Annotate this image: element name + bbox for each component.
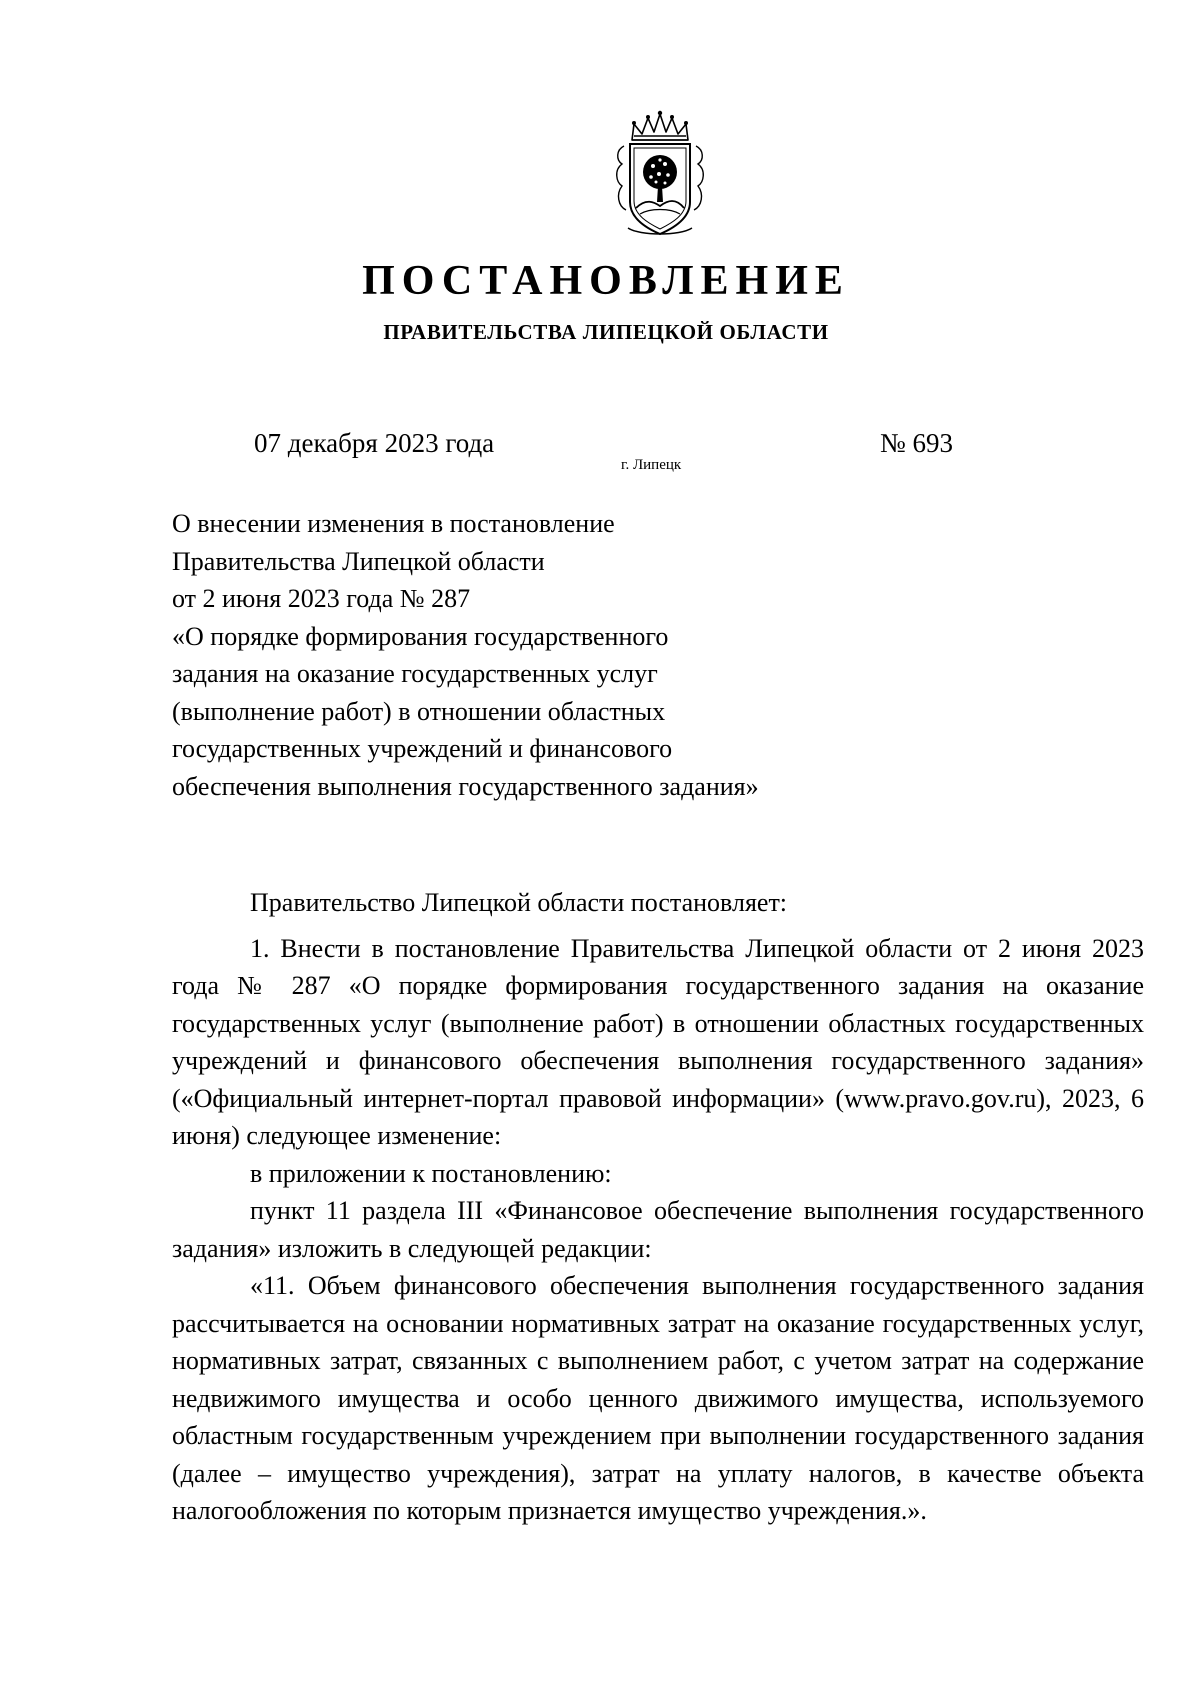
document-issuer: ПРАВИТЕЛЬСТВА ЛИПЕЦКОЙ ОБЛАСТИ bbox=[383, 320, 829, 344]
document-type-title: ПОСТАНОВЛЕНИЕ bbox=[362, 258, 850, 304]
document-number: № 693 bbox=[880, 428, 954, 458]
coat-of-arms-emblem bbox=[610, 110, 710, 240]
subject-line: Правительства Липецкой области bbox=[172, 546, 545, 576]
subject-line: государственных учреждений и финансового bbox=[172, 734, 673, 763]
body-paragraph-clause: пункт 11 раздела III «Финансовое обеспечение выполнения государственного задания» изложить в следующей редакции: bbox=[172, 1196, 1144, 1263]
document-body bbox=[172, 884, 1144, 1530]
subject-line: обеспечения выполнения государственного задания» bbox=[172, 771, 759, 801]
document-subject bbox=[172, 505, 872, 805]
body-paragraph-item-1: 1. Внести в постановление Правительства Липецкой области от 2 июня 2023 года № 287 «О порядке формирования государственного задания на оказание государственных услуг (выполнение работ) в отношении областных государственных учреждений и финансового обеспечения выполнения государственного задания» («Официальный интернет-портал правовой информации» (www.pravo.gov.ru), 2023, 6 июня) следующее изменение: bbox=[172, 933, 1144, 1150]
subject-line: от 2 июня 2023 года № 287 bbox=[172, 584, 471, 613]
document-date: 07 декабря 2023 года bbox=[254, 428, 495, 458]
body-paragraph-new-text: «11. Объем финансового обеспечения выполнения государственного задания рассчитывается на основании нормативных затрат на оказание государственных услуг, нормативных затрат, связанных с выполнением работ, с учетом затрат на содержание недвижимого имущества и особо ценного движимого имущества, используемого областным государственным учреждением при выполнении государственного задания (далее – имущество учреждения), затрат на уплату налогов, в качестве объекта налогообложения по которым признается имущество учреждения.». bbox=[172, 1271, 1144, 1525]
subject-line: О внесении изменения в постановление bbox=[172, 509, 615, 538]
body-paragraph-appendix: в приложении к постановлению: bbox=[250, 1158, 612, 1188]
subject-line: задания на оказание государственных услуг bbox=[172, 659, 658, 688]
subject-line: «О порядке формирования государственного bbox=[172, 621, 669, 651]
document-city: г. Липецк bbox=[621, 457, 682, 473]
subject-line: (выполнение работ) в отношении областных bbox=[172, 696, 666, 726]
body-paragraph-intro: Правительство Липецкой области постановляет: bbox=[250, 888, 788, 917]
